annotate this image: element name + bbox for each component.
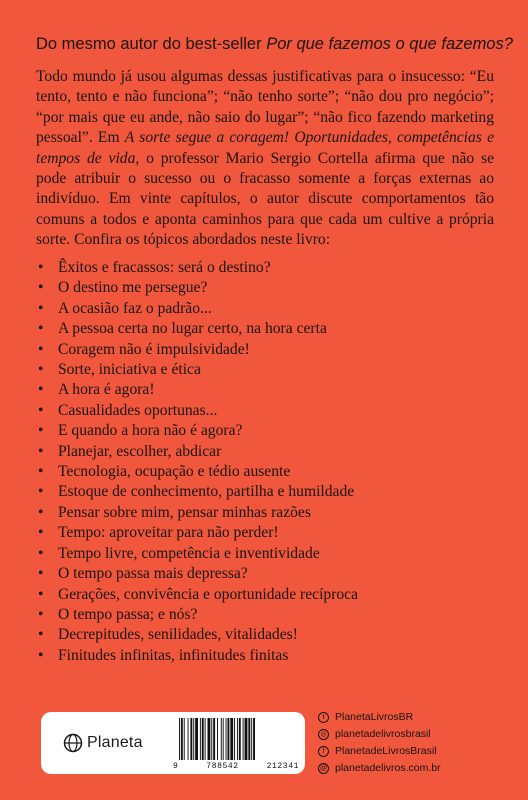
bullet-icon: •: [38, 320, 44, 338]
topic-label: E quando a hora não é agora?: [58, 422, 243, 440]
topic-label: Planejar, escolher, abdicar: [58, 442, 222, 460]
synopsis-book-title: A sorte segue a coragem! Oportunidades, competências e tempos de vida: [36, 129, 494, 167]
globe-icon: [63, 733, 83, 753]
bullet-icon: •: [38, 585, 44, 603]
topic-item: [36, 319, 496, 339]
isbn-digit-group: 212341: [266, 762, 299, 771]
social-handle: PlanetadeLivrosBrasil: [335, 745, 437, 757]
bullet-icon: •: [38, 401, 44, 419]
bullet-icon: •: [38, 259, 44, 276]
bullet-icon: •: [38, 605, 44, 623]
topic-label: A pessoa certa no lugar certo, na hora certa: [58, 320, 327, 338]
header-book-title: Por que fazemos o que fazemos?: [266, 35, 513, 53]
bullet-icon: •: [38, 503, 44, 521]
topic-label: Estoque de conhecimento, partilha e humildade: [58, 483, 355, 501]
topic-item: [36, 421, 496, 441]
topic-item: [36, 442, 496, 462]
bullet-icon: •: [38, 483, 44, 501]
isbn-digit-group: 9: [173, 762, 179, 771]
topic-item: [36, 278, 496, 298]
bullet-icon: •: [38, 299, 44, 317]
topic-label: Tempo: aproveitar para não perder!: [58, 524, 279, 542]
topic-label: A ocasião faz o padrão...: [58, 299, 212, 317]
twitter-icon: t: [318, 712, 329, 723]
social-link[interactable]: [318, 760, 518, 777]
topic-label: A hora é agora!: [58, 381, 155, 399]
bullet-icon: •: [38, 463, 44, 481]
topic-item: [36, 625, 496, 645]
topic-item: [36, 482, 496, 502]
instagram-icon: ◎: [318, 729, 329, 740]
synopsis-paragraph: [36, 67, 494, 251]
publisher-logo: [41, 712, 167, 774]
isbn-digit-group: 788542: [206, 762, 239, 771]
topic-label: O tempo passa mais depressa?: [58, 565, 248, 583]
publisher-name: Planeta: [87, 734, 143, 751]
topic-item: [36, 340, 496, 360]
topic-item: [36, 401, 496, 421]
topic-item: [36, 564, 496, 584]
topic-item: [36, 544, 496, 564]
topic-item: [36, 462, 496, 482]
bullet-icon: •: [38, 646, 44, 664]
topic-label: Gerações, convivência e oportunidade recíproca: [58, 585, 359, 603]
bullet-icon: •: [38, 422, 44, 440]
bullet-icon: •: [38, 442, 44, 460]
topic-label: Casualidades oportunas...: [58, 401, 218, 419]
social-handle: planetadelivrosbrasil: [335, 728, 431, 740]
topic-label: Êxitos e fracassos: será o destino?: [58, 259, 271, 276]
topic-label: Sorte, iniciativa e ética: [58, 361, 201, 379]
barcode-bars: [177, 718, 295, 760]
topic-label: Tempo livre, competência e inventividade: [58, 544, 320, 562]
isbn-barcode: [167, 712, 305, 774]
social-link[interactable]: [318, 743, 518, 760]
topic-label: Coragem não é impulsividade!: [58, 340, 250, 358]
social-link[interactable]: [318, 726, 518, 743]
topic-item: [36, 258, 496, 278]
bullet-icon: •: [38, 279, 44, 297]
topic-label: Tecnologia, ocupação e tédio ausente: [58, 463, 291, 481]
bullet-icon: •: [38, 340, 44, 358]
social-handle: PlanetaLivrosBR: [335, 711, 414, 723]
header-prefix: Do mesmo autor do best-seller: [36, 35, 267, 53]
topic-item: [36, 646, 496, 666]
topic-item: [36, 503, 496, 523]
related-book-header: [36, 34, 513, 54]
bullet-icon: •: [38, 381, 44, 399]
topic-label: O tempo passa; e nós?: [58, 605, 198, 623]
topic-label: Pensar sobre mim, pensar minhas razões: [58, 503, 311, 521]
facebook-icon: f: [318, 746, 329, 757]
bullet-icon: •: [38, 544, 44, 562]
social-handle: planetadelivros.com.br: [335, 762, 441, 774]
web-icon: @: [319, 765, 328, 772]
social-links: [318, 709, 518, 777]
topics-list: [36, 258, 496, 666]
bullet-icon: •: [38, 626, 44, 644]
isbn-number: [173, 762, 299, 771]
social-link[interactable]: [318, 709, 518, 726]
synopsis-part-2: , o professor Mario Sergio Cortella afirma que não se pode atribuir o sucesso ou o fracasso somente a forças externas ao indivíduo. Em vinte capítulos, o autor discute comportamentos tão comuns a todos e aponta caminhos para que cada um cultive a própria sorte. Confira os tópicos abordados neste livro:: [36, 149, 494, 249]
bullet-icon: •: [38, 565, 44, 583]
bullet-icon: •: [38, 524, 44, 542]
topic-label: O destino me persegue?: [58, 279, 208, 297]
topic-item: [36, 360, 496, 380]
bullet-icon: •: [38, 361, 44, 379]
topic-label: Decrepitudes, senilidades, vitalidades!: [58, 626, 298, 644]
publisher-barcode-panel: [41, 712, 301, 774]
synopsis: [36, 67, 494, 251]
synopsis-part-1: Todo mundo já usou algumas dessas justificativas para o insucesso: “Eu tento, tento e não funciona”; “não tenho sorte”; “não dou pro negócio”; “por mais que eu ande, não saio do lugar”; “não fico fazendo marketing pessoal”. Em: [36, 68, 494, 147]
topic-label: Finitudes infinitas, infinitudes finitas: [58, 646, 289, 664]
topic-item: [36, 380, 496, 400]
topic-item: [36, 299, 496, 319]
topic-item: [36, 523, 496, 543]
topic-item: [36, 585, 496, 605]
topic-item: [36, 605, 496, 625]
